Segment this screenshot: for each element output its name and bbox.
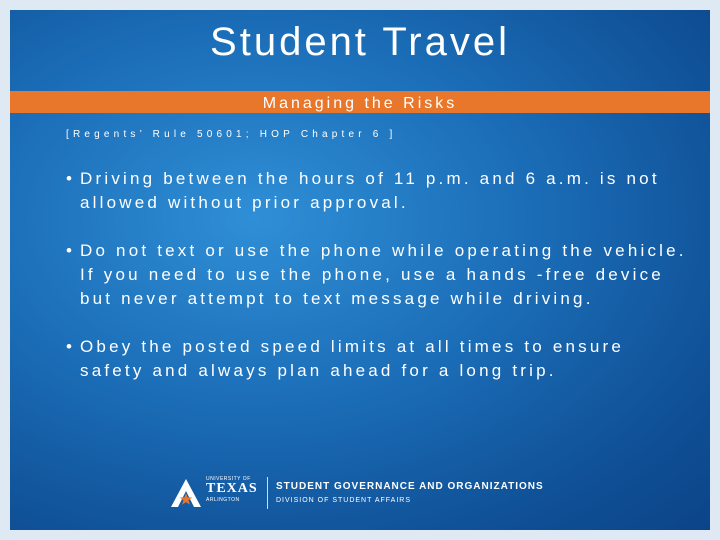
bullet-list — [66, 167, 696, 407]
bullet-marker: • — [66, 169, 76, 188]
bullet-marker: • — [66, 241, 76, 260]
bullet-text: Driving between the hours of 11 p.m. and 6 a.m. is not allowed without prior approval. — [80, 169, 660, 212]
a-star-logo-icon — [170, 478, 202, 508]
slide-subtitle: Managing the Risks — [262, 95, 458, 112]
university-wordmark — [206, 476, 260, 504]
citation: [Regents’ Rule 50601; HOP Chapter 6 ] — [66, 129, 397, 140]
footer-logo — [170, 476, 570, 510]
division-name: DIVISION OF STUDENT AFFAIRS — [276, 497, 411, 504]
bullet-marker: • — [66, 337, 76, 356]
bullet-text: Do not text or use the phone while operating the vehicle. If you need to use the phone, use a hands -free device but never attempt to text message while driving. — [80, 241, 687, 308]
bullet-item — [66, 239, 696, 311]
slide-title: Student Travel — [210, 20, 510, 64]
footer-divider — [267, 477, 268, 509]
bullet-item — [66, 167, 696, 215]
bullet-item — [66, 335, 696, 383]
arlington-text: ARLINGTON — [206, 497, 240, 503]
texas-text: TEXAS — [206, 481, 258, 496]
university-of-text: UNIVERSITY OF — [206, 476, 251, 482]
subtitle-band — [10, 91, 710, 113]
slide — [10, 10, 710, 530]
org-name: STUDENT GOVERNANCE AND ORGANIZATIONS — [276, 481, 544, 492]
bullet-text: Obey the posted speed limits at all times to ensure safety and always plan ahead for a long trip. — [80, 337, 625, 380]
